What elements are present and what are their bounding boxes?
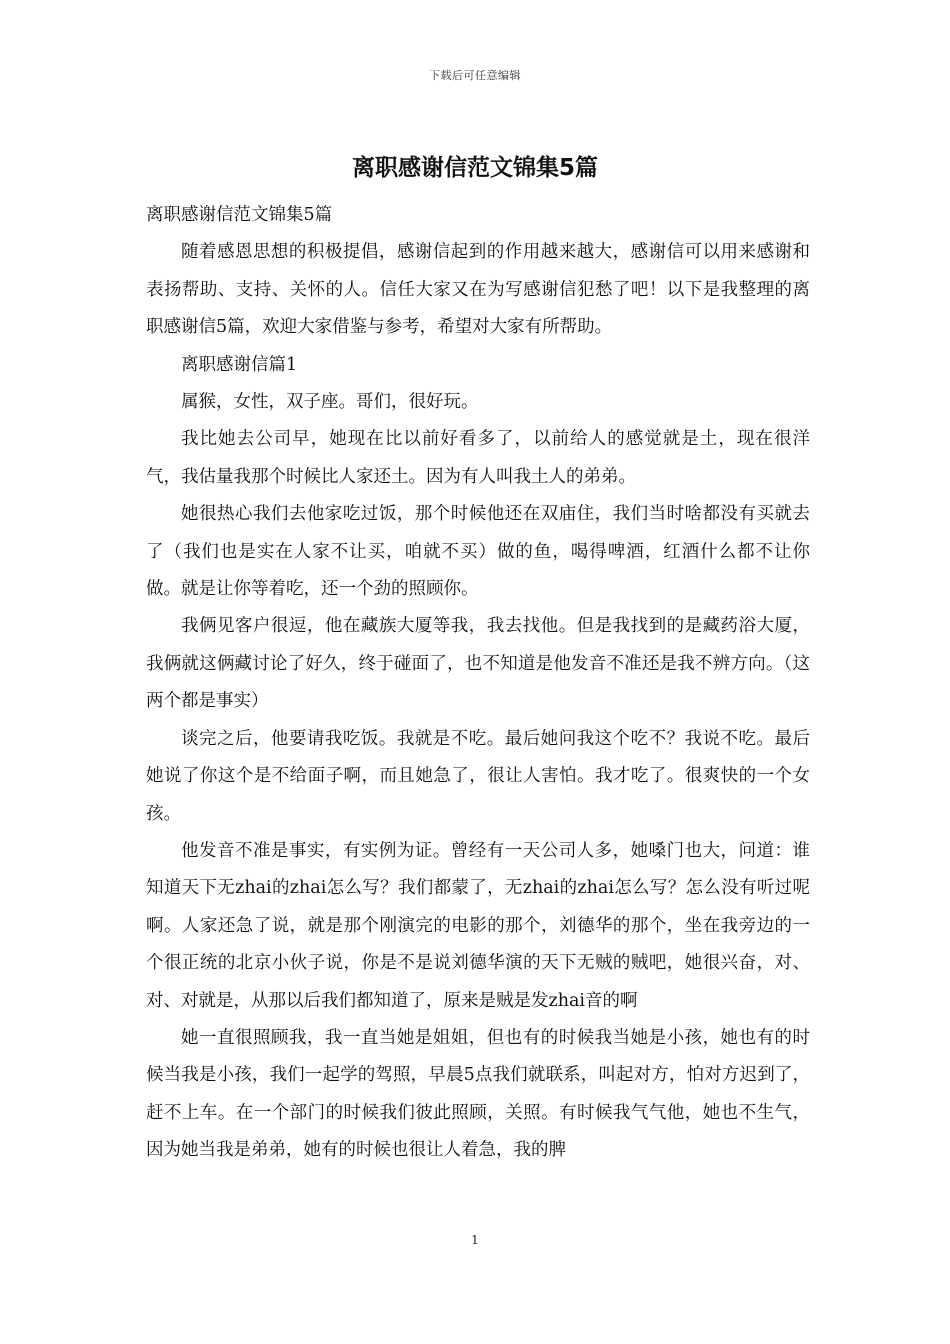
body-paragraph: 我俩见客户很逗，他在藏族大厦等我，我去找他。但是我找到的是藏药浴大厦，我俩就这俩藏讨论了好久，终于碰面了，也不知道是他发音不准还是我不辨方向。（这两个都是事实） — [146, 616, 810, 712]
body-paragraph: 我比她去公司早，她现在比以前好看多了，以前给人的感觉就是土，现在很洋气，我估量我那个时候比人家还土。因为有人叫我土人的弟弟。 — [146, 429, 810, 487]
body-paragraph: 属猴，女性，双子座。哥们，很好玩。 — [181, 392, 479, 413]
body-paragraph: 谈完之后，他要请我吃饭。我就是不吃。最后她问我这个吃不？我说不吃。最后她说了你这个是不给面子啊，而且她急了，很让人害怕。我才吃了。很爽快的一个女孩。 — [146, 728, 810, 824]
page-header: 下载后可任意编辑 — [429, 69, 521, 82]
subtitle-paragraph: 离职感谢信范文锦集5篇 — [146, 205, 333, 225]
document-title: 离职感谢信范文锦集5篇 — [351, 155, 598, 181]
body-paragraph: 她很热心我们去他家吃过饭，那个时候他还在双庙住，我们当时啥都没有买就去了（我们也是实在人家不让买，咱就不买）做的鱼，喝得啤酒，红酒什么都不让你做。就是让你等着吃，还一个劲的照顾你。 — [146, 504, 810, 600]
body-paragraph: 她一直很照顾我，我一直当她是姐姐，但也有的时候我当她是小孩，她也有的时候当我是小孩，我们一起学的驾照，早晨5点我们就联系，叫起对方，怕对方迟到了，赶不上车。在一个部门的时候我们彼此照顾，关照。有时候我气气他，她也不生气，因为她当我是弟弟，她有的时候也很让人着急，我的脾 — [146, 1027, 810, 1161]
intro-paragraph: 随着感恩思想的积极提倡，感谢信起到的作用越来越大，感谢信可以用来感谢和表扬帮助、支持、关怀的人。信任大家又在为写感谢信犯愁了吧！以下是我整理的离职感谢信5篇，欢迎大家借鉴与参考，希望对大家有所帮助。 — [146, 242, 810, 338]
page-number: 1 — [471, 1233, 479, 1247]
section-heading: 离职感谢信篇1 — [181, 354, 298, 375]
body-paragraph: 他发音不准是事实，有实例为证。曾经有一天公司人多，她嗓门也大，问道：谁知道天下无zhai的zhai怎么写？我们都蒙了，无zhai的zhai怎么写？怎么没有听过呢啊。人家还急了说，就是那个刚演完的电影的那个，刘德华的那个，坐在我旁边的一个很正统的北京小伙子说，你是不是说刘德华演的天下无贼的贼吧，她很兴奋，对、对、对就是，从那以后我们都知道了，原来是贼是发zhai音的啊 — [146, 840, 810, 1011]
document-body — [146, 197, 810, 1170]
